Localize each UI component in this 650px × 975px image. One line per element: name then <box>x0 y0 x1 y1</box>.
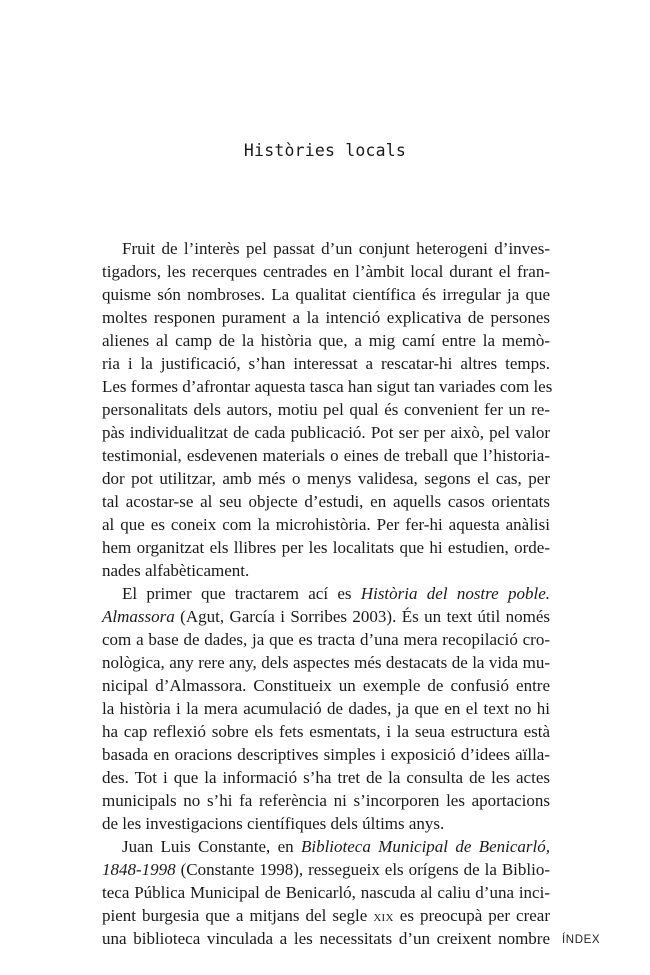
text-line: quisme són nombroses. La qualitat científica és irregular ja que <box>102 285 550 304</box>
text-line: testimonial, esdevenen materials o eines de treball que l’historia- <box>102 446 550 465</box>
text-line <box>102 904 550 927</box>
text-line: la història i la mera acumulació de dades, ja que en el text no hi <box>102 699 550 718</box>
text-segment: es preocupà per crear <box>393 906 550 925</box>
text-line <box>102 605 550 628</box>
italic-text: Història del nostre poble. <box>360 584 550 603</box>
text-line: ha cap reflexió sobre els fets esmentats, i la seua estructura està <box>102 722 550 741</box>
small-caps-text: xix <box>373 908 394 925</box>
page-title: Històries locals <box>243 141 407 160</box>
text-line: pàs individualitzat de cada publicació. Pot ser per això, pel valor <box>102 423 550 442</box>
text-line: personalitats dels autors, motiu pel qual és convenient fer un re- <box>102 400 550 419</box>
text-line: basada en oracions descriptives simples i exposició d’idees aïlla- <box>102 745 550 764</box>
text-segment: Juan Luis Constante, en <box>122 837 301 856</box>
text-line: tigadors, les recerques centrades en l’àmbit local durant el fran- <box>102 262 550 281</box>
text-line: hem organitzat els llibres per les localitats que hi estudien, orde- <box>102 538 550 557</box>
text-line: nades alfabèticament. <box>102 561 250 580</box>
text-line: Les formes d’afrontar aquesta tasca han sigut tan variades com les <box>102 377 553 396</box>
text-line: municipals no s’hi fa referència ni s’incorporen les aportacions <box>102 791 550 810</box>
italic-text: Almassora <box>102 607 175 626</box>
italic-text: 1848-1998 <box>102 860 176 879</box>
text-line: una biblioteca vinculada a les necessitats d’un creixent nombre <box>102 929 550 948</box>
text-line <box>102 582 550 605</box>
text-segment: (Agut, García i Sorribes 2003). És un text útil només <box>174 607 550 626</box>
index-link[interactable]: ÍNDEX <box>562 934 601 946</box>
italic-text: Biblioteca Municipal de Benicarló, <box>300 837 551 856</box>
text-line: com a base de dades, ja que es tracta d’una mera recopilació cro- <box>102 630 550 649</box>
text-line: ria i la justificació, s’han interessat a rescatar-hi altres temps. <box>102 354 550 373</box>
text-line <box>102 835 550 858</box>
text-segment: (Constante 1998), ressegueix els orígens de la Biblio- <box>175 860 550 879</box>
text-line: de les investigacions científiques dels últims anys. <box>102 814 445 833</box>
text-segment: pient burgesia que a mitjans del segle <box>102 906 374 925</box>
text-line: alienes al camp de la història que, a mig camí entre la memò- <box>102 331 550 350</box>
text-line: teca Pública Municipal de Benicarló, nascuda al caliu d’una inci- <box>102 883 550 902</box>
text-line <box>102 858 550 881</box>
body-text <box>102 237 553 950</box>
text-line: Fruit de l’interès pel passat d’un conjunt heterogeni d’inves- <box>122 239 550 258</box>
text-line: des. Tot i que la informació s’ha tret de la consulta de les actes <box>102 768 550 787</box>
text-line: nològica, any rere any, dels aspectes més destacats de la vida mu- <box>102 653 550 672</box>
text-line: tal acostar-se al seu objecte d’estudi, en aquells casos orientats <box>102 492 550 511</box>
text-line: dor pot utilitzar, amb més o menys validesa, segons el cas, per <box>102 469 550 488</box>
text-line: moltes responen purament a la intenció explicativa de persones <box>102 308 550 327</box>
text-line: nicipal d’Almassora. Constitueix un exemple de confusió entre <box>102 676 550 695</box>
text-line: al que es coneix com la microhistòria. Per fer-hi aquesta anàlisi <box>102 515 550 534</box>
text-segment: El primer que tractarem ací es <box>122 584 361 603</box>
